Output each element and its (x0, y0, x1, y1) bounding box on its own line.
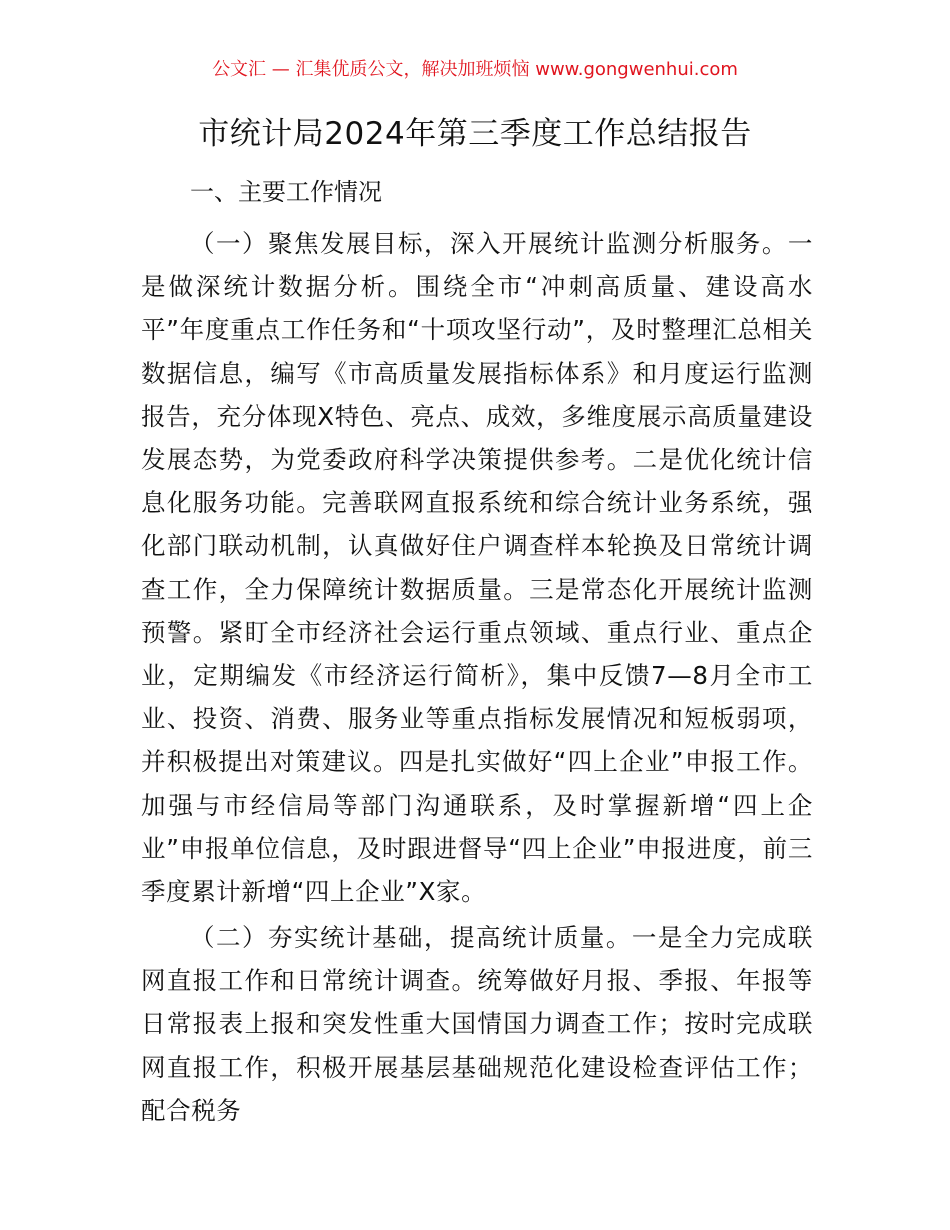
paragraph: （一）聚焦发展目标，深入开展统计监测分析服务。一是做深统计数据分析。围绕全市“冲刺高质量、建设高水平”年度重点工作任务和“十项攻坚行动”，及时整理汇总相关数据信息，编写《市高质量发展指标体系》和月度运行监测报告，充分体现X特色、亮点、成效，多维度展示高质量建设发展态势，为党委政府科学决策提供参考。二是优化统计信息化服务功能。完善联网直报系统和综合统计业务系统，强化部门联动机制，认真做好住户调查样本轮换及日常统计调查工作，全力保障统计数据质量。三是常态化开展统计监测预警。紧盯全市经济社会运行重点领域、重点行业、重点企业，定期编发《市经济运行简析》，集中反馈7—8月全市工业、投资、消费、服务业等重点指标发展情况和短板弱项，并积极提出对策建议。四是扎实做好“四上企业”申报工作。加强与市经信局等部门沟通联系，及时掌握新增“四上企业”申报单位信息，及时跟进督导“四上企业”申报进度，前三季度累计新增“四上企业”X家。 (141, 229, 813, 907)
section-heading: 一、主要工作情况 (190, 178, 382, 206)
document-title: 市统计局2024年第三季度工作总结报告 (198, 116, 752, 152)
paragraph: （二）夯实统计基础，提高统计质量。一是全力完成联网直报工作和日常统计调查。统筹做好月报、季报、年报等日常报表上报和突发性重大国情国力调查工作；按时完成联网直报工作，积极开展基层基础规范化建设检查评估工作；配合税务 (141, 923, 813, 1125)
paragraph-1-container (141, 222, 813, 913)
paragraph-2-container (141, 916, 813, 1132)
site-banner: 公文汇 — 汇集优质公文，解决加班烦恼 www.gongwenhui.com (212, 59, 738, 80)
